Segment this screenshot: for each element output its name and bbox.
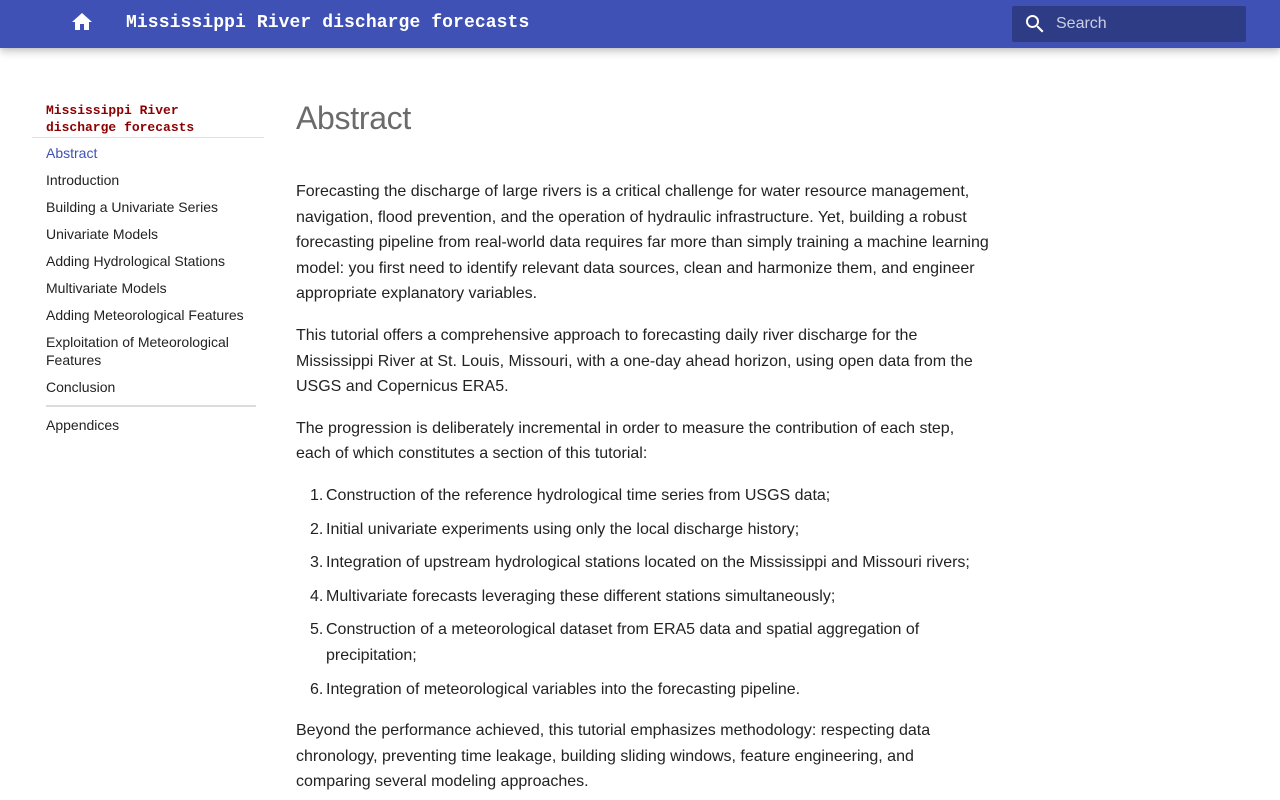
list-item-text: Integration of meteorological variables into the forecasting pipeline. <box>326 680 801 698</box>
sidebar-title[interactable]: Mississippi River discharge forecasts <box>32 100 264 138</box>
list-item <box>296 517 990 543</box>
list-item-number: 6. <box>310 680 324 698</box>
list-item-number: 5. <box>310 621 324 639</box>
sidebar-nav <box>32 100 264 443</box>
search-icon[interactable] <box>1023 12 1047 36</box>
nav-item-introduction[interactable]: Introduction <box>46 172 120 188</box>
nav-item-adding-meteorological-features[interactable]: Adding Meteorological Features <box>46 307 244 323</box>
nav-item-appendices[interactable]: Appendices <box>46 417 120 433</box>
nav-item-univariate-models[interactable]: Univariate Models <box>46 226 159 242</box>
list-item-text: Construction of a meteorological dataset from ERA5 data and spatial aggregation of precipitation; <box>326 621 920 664</box>
list-item-text: Integration of upstream hydrological stations located on the Mississippi and Missouri rivers; <box>326 554 970 572</box>
site-title[interactable]: Mississippi River discharge forecasts <box>126 13 530 33</box>
list-item-text: Construction of the reference hydrological time series from USGS data; <box>326 486 831 504</box>
list-item <box>296 584 990 610</box>
list-item-text: Multivariate forecasts leveraging these different stations simultaneously; <box>326 587 836 605</box>
list-item <box>296 550 990 576</box>
search-box[interactable] <box>1012 6 1246 42</box>
home-button[interactable] <box>66 8 98 40</box>
list-item-number: 1. <box>310 486 324 504</box>
paragraph-methodology: Beyond the performance achieved, this tutorial emphasizes methodology: respecting data chronology, preventing time leakage, building sliding windows, feature engineering, and comparing several modeling approaches. <box>296 722 931 791</box>
search-input[interactable] <box>1056 6 1242 42</box>
nav-item-multivariate-models[interactable]: Multivariate Models <box>46 280 167 296</box>
top-header <box>0 0 1280 48</box>
nav-divider <box>46 405 256 407</box>
nav-item-conclusion[interactable]: Conclusion <box>46 379 116 395</box>
paragraph-scope: This tutorial offers a comprehensive approach to forecasting daily river discharge for the Mississippi River at St. Louis, Missouri, with a one-day ahead horizon, using open data from the USGS and Copernicus ERA5. <box>296 326 973 396</box>
list-item-number: 3. <box>310 554 324 572</box>
nav-list <box>32 138 264 434</box>
home-icon <box>70 10 94 39</box>
paragraph-progression: The progression is deliberately incremental in order to measure the contribution of each step, each of which constitutes a section of this tutorial: <box>296 419 955 463</box>
list-item <box>296 483 990 509</box>
list-item <box>296 617 990 668</box>
main-content <box>296 98 990 800</box>
nav-item-exploitation-meteorological-features[interactable]: Exploitation of Meteorological Features <box>46 334 229 368</box>
list-item-number: 2. <box>310 520 324 538</box>
steps-list <box>296 483 990 702</box>
list-item-number: 4. <box>310 587 324 605</box>
list-item <box>296 677 990 703</box>
nav-item-building-univariate-series[interactable]: Building a Univariate Series <box>46 199 218 215</box>
nav-item-abstract[interactable]: Abstract <box>46 145 98 161</box>
list-item-text: Initial univariate experiments using only the local discharge history; <box>326 520 800 538</box>
paragraph-intro: Forecasting the discharge of large rivers is a critical challenge for water resource management, navigation, flood prevention, and the operation of hydraulic infrastructure. Yet, building a robust forecasting pipeline from real-world data requires far more than simply training a machine learning model: you first need to identify relevant data sources, clean and harmonize them, and engineer appropriate explanatory variables. <box>296 183 989 303</box>
page-title: Abstract <box>296 100 411 136</box>
nav-item-adding-hydrological-stations[interactable]: Adding Hydrological Stations <box>46 253 225 269</box>
